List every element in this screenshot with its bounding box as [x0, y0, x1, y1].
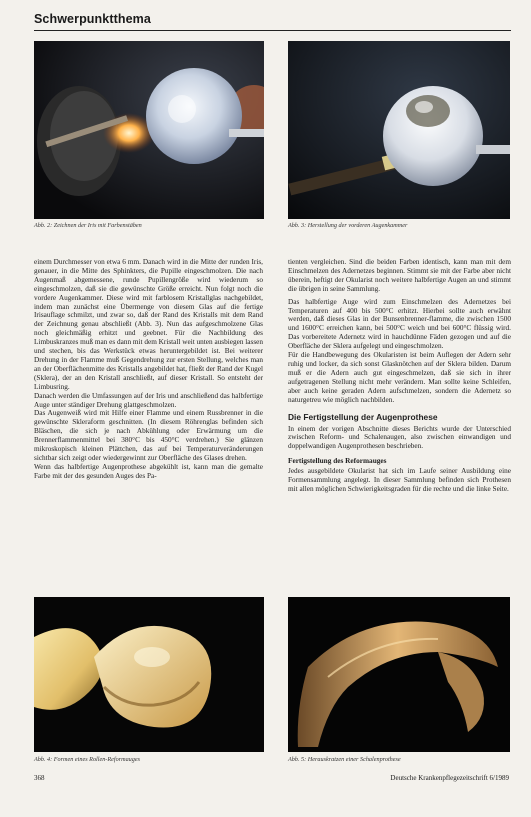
right-paragraph: Für die Handbewegung des Okularisten ist beim Auflegen der Adern sehr ruhig und locker, da sich sonst Glasknötchen auf der Sklera bilden. Darum muß er die Adern auch gut eingeschmelzen, daß sie sich in ihrer aufgetragenen Stellung nicht mehr verändern. Man sollte keine Schleifen, aber auch keine geraden Adern aufschmelzen, sondern die Adernetz so naturgetreu wie möglich nachbilden.: [288, 351, 511, 404]
figure-4-image: [34, 597, 264, 752]
figure-5-caption: Abb. 5: Herauskratzen einer Schalenprothese: [288, 756, 401, 763]
figure-5-photo: [288, 597, 510, 752]
section-text: In einem der vorigen Abschnitte dieses Berichts wurde der Unterschied zwischen Reform- und Schalenaugen, also zwischen einwandigen und doppelwandigen Augenprothesen beschrieben.: [288, 424, 511, 451]
left-text-column: [34, 258, 263, 588]
right-paragraph: tienten vergleichen. Sind die beiden Farben identisch, kann man mit dem Einschmelzen des Adernetzes beginnen. Stimmt sie mit der Farbe aber nicht überein, heftigt der Okularist noch weitere halbfertige Augen an und stimmt die übrigen in seine Sammlung.: [288, 258, 511, 293]
section-title: Die Fertigstellung der Augenprothese: [288, 411, 438, 422]
right-text-column: [288, 258, 511, 588]
figure-2-caption: Abb. 2: Zeichnen der Iris mit Farbenstäben: [34, 222, 142, 229]
figure-2-image: [34, 41, 264, 219]
figure-3-photo: [288, 41, 510, 219]
left-paragraph: Das Augenweiß wird mit Hilfe einer Flamme und einem Russbrenner in die gewünschte Skleraform geschnitten. (In diesem Röhrenglas befinden sich Bläschen, die sich je nach Abkühlung oder Erwärmung um die Brennerflammenmittel bei 380°C bis 450°C verdrehen.) Sie glänzen mikroskopisch kleinen Plättchen, das auf bei Temperaturveränderungen sichtbar sich zeigt oder wiedergewinnt zur Oberfläche des Glases drehen.: [34, 409, 263, 462]
subsection-title: Fertigstellung des Reformauges: [288, 456, 387, 466]
figure-5-image: [288, 597, 510, 752]
subsection-text: Jedes ausgebildete Okularist hat sich im Laufe seiner Ausbildung eine Formensammlung angelegt. In dieser Sammlung befinden sich Prothesen mit allen möglichen Schwierigkeitsgraden für die rechte und die linke Seite.: [288, 467, 511, 493]
figure-3-caption: Abb. 3: Herstellung der vorderen Augenkammer: [288, 222, 408, 229]
right-paragraph: Das halbfertige Auge wird zum Einschmelzen des Adernetzes bei Temperaturen auf 400 bis 500°C erhitzt. Hierbei sollte auch erwähnt werden, daß dieses Glas in der Bunsenbrenner-flamme, die zwischen 1500 und 1600°C erreichen kann, bei 500°C weich und bei 600°C flüssig wird. Das vorbereitete Adernetz wird in hauchdünne Fäden gezogen und auf die Oberfläche der Sklera aufgelegt und eingeschmolzen.: [288, 297, 511, 351]
figure-2-photo: [34, 41, 264, 219]
page-number: 368: [34, 774, 45, 782]
figure-4-caption: Abb. 4: Formen eines Rollen-Reformauges: [34, 756, 141, 763]
figure-4-photo: [34, 597, 264, 752]
section-header: Schwerpunktthema: [34, 12, 151, 26]
header-rule: [34, 30, 511, 31]
journal-name: Deutsche Krankenpflegezeitschrift 6/1989: [390, 774, 509, 782]
left-paragraph: Danach werden die Umfassungen auf der Iris und anschließend das halbfertige Auge unter ständiger Drehung glattgeschmolzen.: [34, 391, 263, 409]
left-paragraph: einem Durchmesser von etwa 6 mm. Danach wird in die Mitte der runden Iris, genauer, in die Mitte des Sphinkters, die Pupille eingeschmolzen. Die nach Augenmaß abgemessene, runde Pupillengröße wird wiederum so eingeschmolzen, daß sie die gewünschte Größe erreicht. Nun folgt noch die vordere Augenkammer. Diese wird mit farblosem Kristallglas nachgebildet, indem man zunächst eine Übermenge von diesem Glas auf die fertige Irisauflage schmilzt, und zwar so, daß der Rand des Kristalls mit dem Rand der Zeichnung genau abschließt (Abb. 3). Nun das aufgeschmolzene Glas noch gleichmäßig erhitzt und geebnet. Für die Nachbildung des Limbuskranzes muß man es dann mit dem Kristall weit unten ausbiegen lassen und stechen, bis das Werkstück etwas heruntergebildet ist. Bei weiterer Drehung in der Flamme muß Gegendrehung zur ersten Stellung, welches man an der Oberflächenmitte des Kristalls angebildet hat, fließt der Rand der Kugel (Sklera), der an den Kristall anschließt, auf dieser Kristall. So entsteht der Limbusring.: [34, 258, 263, 391]
figure-3-image: [288, 41, 510, 219]
left-paragraph: Wenn das halbfertige Augenprothese abgekühlt ist, kann man die gemalte Farbe mit der des gesunden Auges des Pa-: [34, 462, 263, 480]
